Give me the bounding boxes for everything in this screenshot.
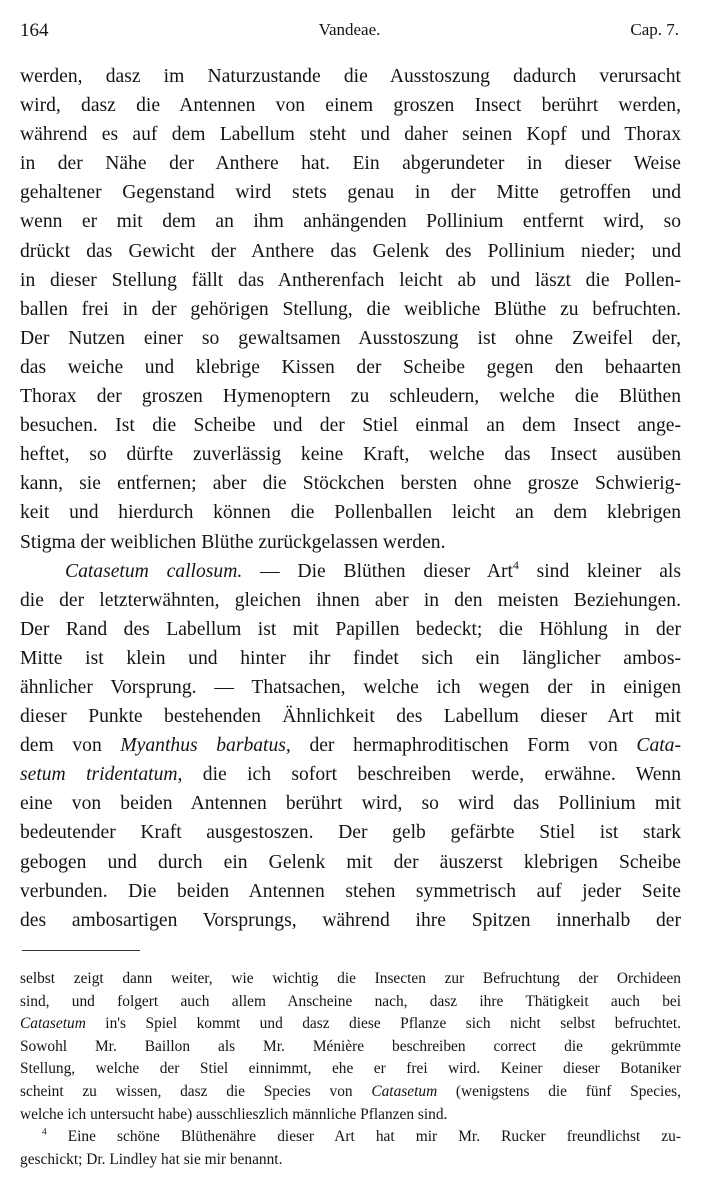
species-name: Cata- — [636, 735, 682, 757]
footnote-marker: 4 — [512, 558, 519, 572]
footnote-line — [20, 1126, 681, 1149]
line-fragment: der hermaphroditischen Form von — [290, 735, 637, 757]
line-fragment: sind kleiner als — [518, 560, 681, 582]
genus-name: Catasetum — [20, 1015, 86, 1033]
footnote-line: welche ich untersucht habe) ausschlieszlich männliche Pflanzen sind. — [20, 1105, 448, 1123]
text-line: heftet, so dürfte zuverlässig keine Kraft, welche das Insect ausüben — [20, 444, 681, 466]
footnote-line: Stellung, welche der Stiel einnimmt, ehe er frei wird. Keiner dieser Botaniker — [20, 1060, 681, 1078]
main-text — [20, 62, 681, 935]
text-line: die der letzterwähnten, gleichen ihnen aber in den meisten Beziehungen. — [20, 589, 681, 611]
text-line: wird, dasz die Antennen von einem groszen Insect berührt werden, — [20, 95, 681, 117]
text-line: ähnlicher Vorsprung. — Thatsachen, welche ich wegen der in einigen — [20, 676, 681, 698]
text-line: wenn er mit dem an ihm anhängenden Pollinium entfernt wird, so — [20, 211, 681, 233]
line-fragment: in's Spiel kommt und dasz diese Pflanze sich nicht selbst befruchtet. — [85, 1015, 681, 1033]
text-line: in der Nähe der Anthere hat. Ein abgerundeter in dieser Weise — [20, 153, 681, 175]
page-number: 164 — [20, 20, 49, 41]
text-line: verbunden. Die beiden Antennen stehen symmetrisch auf jeder Seite — [20, 880, 681, 902]
species-name: Myanthus barbatus, — [120, 735, 291, 757]
line-fragment: — Die Blüthen dieser Art — [242, 560, 513, 582]
running-title: Vandeae. — [318, 20, 381, 39]
footnote-line: selbst zeigt dann weiter, wie wichtig die Insecten zur Befruchtung der Orchideen — [20, 970, 681, 987]
line-fragment: , die ich sofort beschreiben werde, erwähne. Wenn — [177, 764, 681, 786]
text-line — [20, 731, 681, 760]
running-header — [20, 20, 679, 46]
line-fragment: dem von — [20, 735, 121, 757]
text-line: dieser Punkte bestehenden Ähnlichkeit des Labellum dieser Art mit — [20, 706, 681, 728]
text-line: ballen frei in der gehörigen Stellung, die weibliche Blüthe zu befruchten. — [20, 298, 681, 320]
text-line — [20, 760, 681, 789]
text-line: während es auf dem Labellum steht und daher seinen Kopf und Thorax — [20, 124, 681, 146]
text-line: in dieser Stellung fällt das Antherenfach leicht ab und läszt die Pollen- — [20, 269, 681, 291]
footnote-divider — [22, 950, 140, 951]
text-line: des ambosartigen Vorsprungs, während ihre Spitzen innerhalb der — [20, 909, 681, 931]
genus-name: Catasetum — [371, 1082, 438, 1100]
footnote-line: sind, und folgert auch allem Anscheine nach, dasz ihre Thätigkeit auch bei — [20, 992, 681, 1010]
text-line: gehaltener Gegenstand wird stets genau in der Mitte getroffen und — [20, 182, 681, 204]
text-line: gebogen und durch ein Gelenk mit der äuszerst klebrigen Scheibe — [20, 851, 681, 873]
species-name: setum tridentatum — [20, 764, 178, 786]
text-line: Thorax der groszen Hymenoptern zu schleudern, welche die Blüthen — [20, 386, 681, 408]
text-line: Mitte ist klein und hinter ihr findet sich ein länglicher ambos- — [20, 647, 681, 669]
text-line: werden, dasz im Naturzustande die Ausstoszung dadurch verursacht — [20, 66, 681, 87]
text-line: Der Nutzen einer so gewaltsamen Ausstoszung ist ohne Zweifel der, — [20, 327, 681, 349]
text-line: besuchen. Ist die Scheibe und der Stiel einmal an dem Insect ange- — [20, 415, 681, 437]
footnote-line: Sowohl Mr. Baillon als Mr. Ménière beschreiben correct die gekrümmte — [20, 1037, 681, 1055]
text-line: Der Rand des Labellum ist mit Papillen bedeckt; die Höhlung in der — [20, 618, 681, 640]
text-line: Stigma der weiblichen Blüthe zurückgelassen werden. — [20, 531, 446, 553]
text-line: bedeutender Kraft ausgestoszen. Der gelb gefärbte Stiel ist stark — [20, 822, 681, 844]
footnote-line: geschickt; Dr. Lindley hat sie mir benannt. — [20, 1150, 283, 1168]
line-fragment: Eine schöne Blüthenähre dieser Art hat mir Mr. Rucker freundlichst zu- — [46, 1128, 681, 1146]
species-name: Catasetum callosum. — [65, 560, 243, 582]
footnote-line — [20, 1081, 681, 1104]
footnote-line — [20, 1013, 681, 1036]
text-line: das weiche und klebrige Kissen der Scheibe gegen den behaarten — [20, 356, 681, 378]
line-fragment: (wenigstens die fünf Species, — [437, 1082, 681, 1100]
line-fragment: scheint zu wissen, dasz die Species von — [20, 1082, 372, 1100]
text-line: drückt das Gewicht der Anthere das Gelenk des Pollinium nieder; und — [20, 240, 681, 262]
text-line — [20, 557, 681, 586]
text-line: keit und hierdurch können die Pollenballen leicht an dem klebrigen — [20, 502, 681, 524]
footnote-marker: 4 — [42, 1126, 47, 1137]
text-line: kann, sie entfernen; aber die Stöckchen bersten ohne grosze Schwierig- — [20, 473, 681, 495]
footnotes — [20, 968, 681, 1171]
chapter-label: Cap. 7. — [630, 20, 679, 39]
text-line: eine von beiden Antennen berührt wird, so wird das Pollinium mit — [20, 793, 681, 815]
